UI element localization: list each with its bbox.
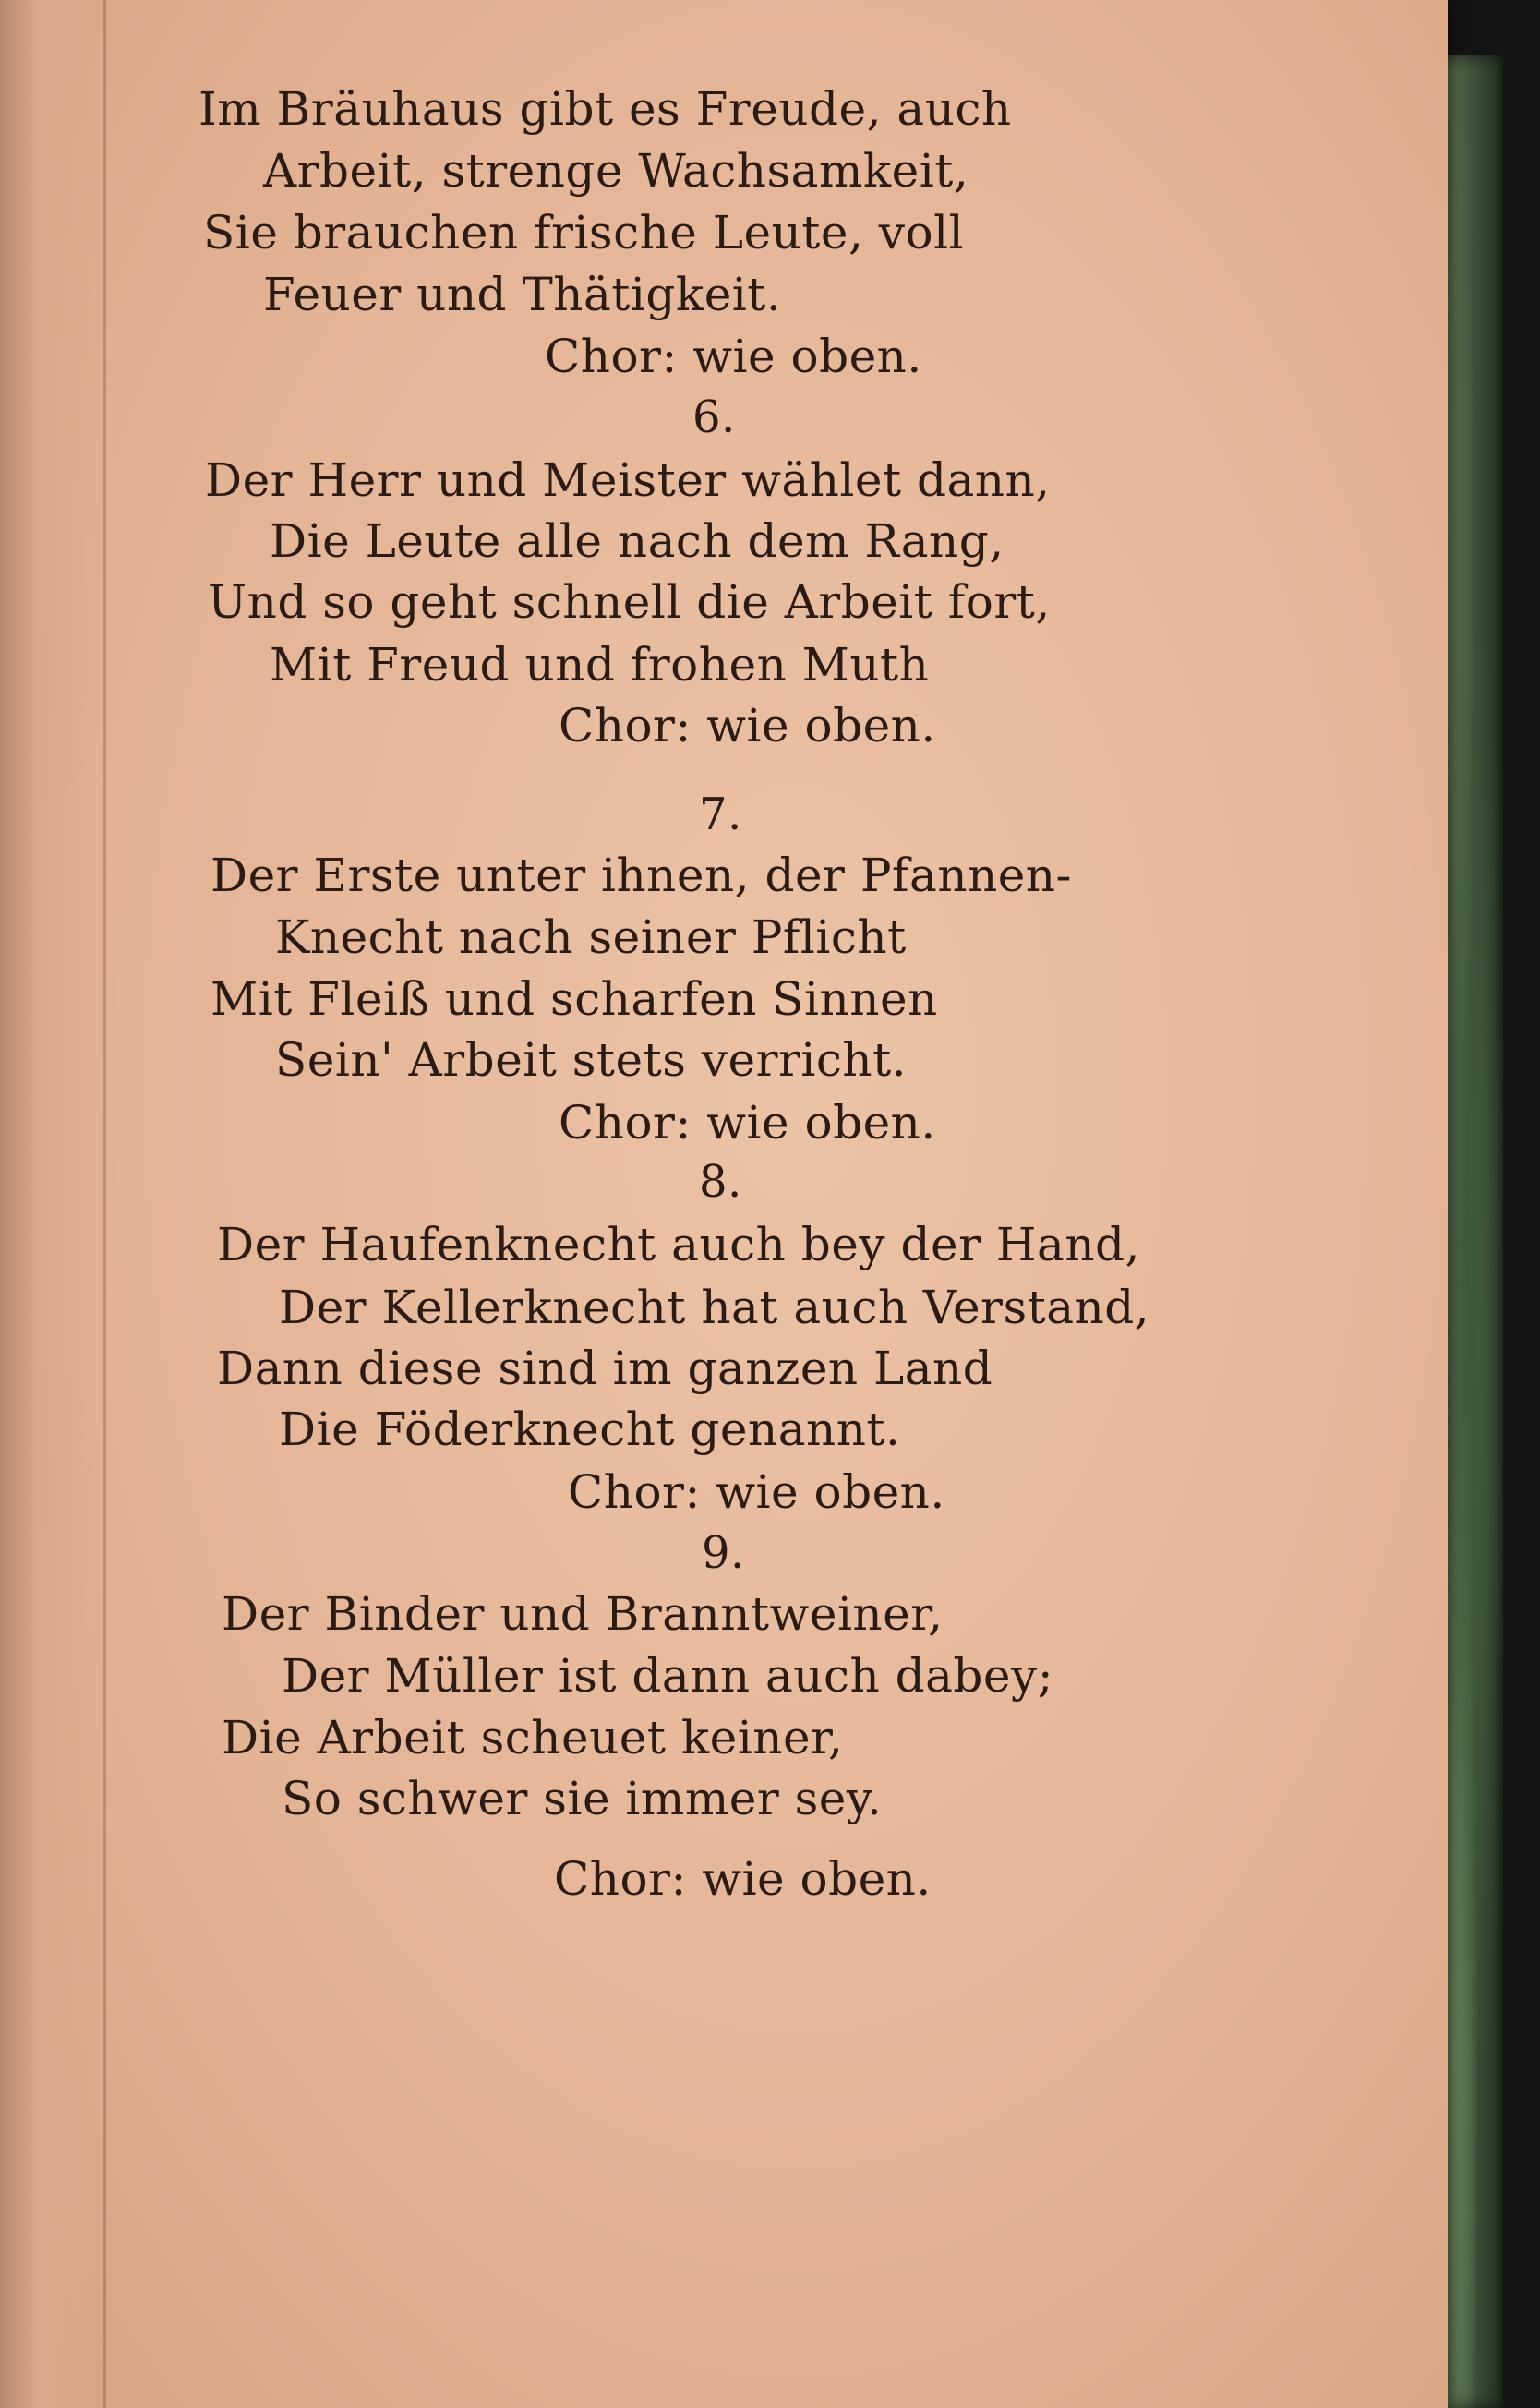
verse-line: Dann diese sind im ganzen Land [217,1342,993,1395]
verse-line: Der Binder und Branntweiner, [222,1587,944,1641]
verse-line: Die Föderknecht genannt. [279,1403,901,1456]
verse-line: Der Herr und Meister wählet dann, [205,453,1051,507]
chorus-line: Chor: wie oben. [545,330,922,383]
chorus-line: Chor: wie oben. [554,1852,932,1906]
verse-line: Knecht nach seiner Pflicht [275,910,907,964]
verse-line: Der Kellerknecht hat auch Verstand, [279,1281,1150,1334]
verse-line: Der Müller ist dann auch dabey; [282,1649,1054,1703]
chorus-line: Chor: wie oben. [559,1096,936,1150]
verse-line: Im Bräuhaus gibt es Freude, auch [199,82,1012,136]
verse-line: Sein' Arbeit stets verricht. [275,1033,908,1087]
verse-line: Und so geht schnell die Arbeit fort, [208,575,1051,629]
verse-number: 7. [699,789,742,840]
verse-line: Mit Freud und frohen Muth [270,638,930,692]
verse-number: 9. [702,1527,745,1579]
verse-line: Die Leute alle nach dem Rang, [270,514,1005,568]
verse-line: Feuer und Thätigkeit. [263,268,782,321]
verse-line: Der Haufenknecht auch bey der Hand, [217,1218,1140,1271]
verse-line: Arbeit, strenge Wachsamkeit, [263,144,969,198]
verse-line: Sie brauchen frische Leute, voll [203,206,965,259]
chorus-line: Chor: wie oben. [568,1465,945,1519]
verse-line: Der Erste unter ihnen, der Pfannen- [211,849,1072,902]
verse-line: Mit Fleiß und scharfen Sinnen [211,972,938,1026]
verse-line: So schwer sie immer sey. [282,1772,883,1825]
verse-number: 6. [692,391,736,443]
verse-number: 8. [699,1156,742,1208]
chorus-line: Chor: wie oben. [559,699,936,752]
verse-line: Die Arbeit scheuet keiner, [222,1711,844,1764]
